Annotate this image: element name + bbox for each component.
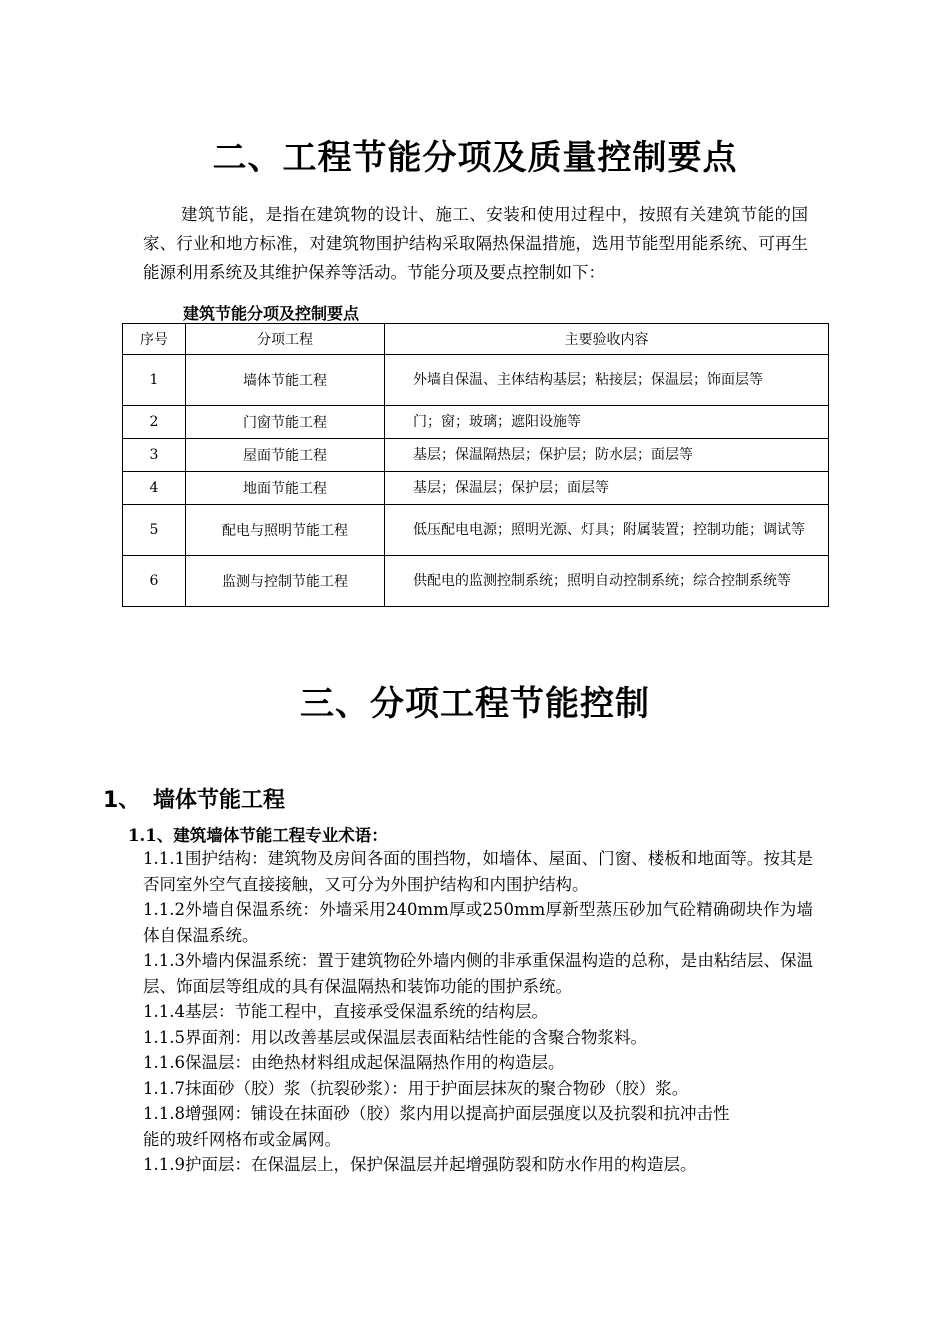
table-caption: 建筑节能分项及控制要点 — [183, 304, 360, 323]
terms-heading: 1.1、建筑墙体节能工程专业术语： — [128, 826, 388, 845]
term-item: 1.1.4基层：节能工程中，直接承受保温系统的结构层。 — [143, 1002, 548, 1021]
table-header-row — [123, 324, 829, 355]
cell-index: 4 — [123, 472, 186, 505]
cell-index: 2 — [123, 406, 186, 439]
table-row — [123, 355, 829, 406]
cell-item: 配电与照明节能工程 — [186, 505, 385, 556]
section-2-title: 二、工程节能分项及质量控制要点 — [212, 138, 738, 178]
term-item: 能的玻纤网格布或金属网。 — [143, 1129, 341, 1149]
term-item: 1.1.2外墙自保温系统：外墙采用240mm厚或250mm厚新型蒸压砂加气砼精确砌块作为墙体自保温系统。 — [143, 900, 813, 945]
term-item: 1.1.1围护结构：建筑物及房间各面的围挡物，如墙体、屋面、门窗、楼板和地面等。按其是否同室外空气直接接触，又可分为外围护结构和内围护结构。 — [143, 849, 813, 894]
cell-item: 监测与控制节能工程 — [186, 556, 385, 607]
table-row — [123, 505, 829, 556]
cell-content: 基层；保温隔热层；保护层；防水层；面层等 — [385, 439, 829, 472]
cell-item: 屋面节能工程 — [186, 439, 385, 472]
table-row — [123, 556, 829, 607]
cell-content: 门；窗；玻璃；遮阳设施等 — [385, 406, 829, 439]
header-content: 主要验收内容 — [385, 324, 829, 355]
cell-item: 墙体节能工程 — [186, 355, 385, 406]
term-item: 1.1.8增强网：铺设在抹面砂（胶）浆内用以提高护面层强度以及抗裂和抗冲击性 — [143, 1104, 730, 1123]
table-row — [123, 439, 829, 472]
header-index: 序号 — [123, 324, 186, 355]
cell-index: 6 — [123, 556, 186, 607]
term-item: 1.1.5界面剂：用以改善基层或保温层表面粘结性能的含聚合物浆料。 — [143, 1027, 647, 1047]
header-item: 分项工程 — [186, 324, 385, 355]
cell-index: 5 — [123, 505, 186, 556]
cell-content: 低压配电电源；照明光源、灯具；附属装置；控制功能；调试等 — [385, 505, 829, 556]
subsection-title: 墙体节能工程 — [153, 788, 286, 813]
subsection-number: 1、 — [103, 788, 141, 813]
cell-content: 供配电的监测控制系统；照明自动控制系统；综合控制系统等 — [385, 556, 829, 607]
cell-item: 地面节能工程 — [186, 472, 385, 505]
intro-paragraph: 建筑节能，是指在建筑物的设计、施工、安装和使用过程中，按照有关建筑节能的国家、行业和地方标准，对建筑物围护结构采取隔热保温措施，选用节能型用能系统、可再生能源利用系统及其维护保养等活动。节能分项及要点控制如下： — [143, 205, 808, 282]
terms-list — [143, 846, 813, 1178]
term-item: 1.1.7抹面砂（胶）浆（抗裂砂浆）：用于护面层抹灰的聚合物砂（胶）浆。 — [143, 1078, 689, 1098]
term-item: 1.1.6保温层：由绝热材料组成起保温隔热作用的构造层。 — [143, 1053, 565, 1072]
cell-index: 1 — [123, 355, 186, 406]
table-row — [123, 472, 829, 505]
section-3-title: 三、分项工程节能控制 — [300, 684, 650, 724]
cell-content: 基层；保温层；保护层；面层等 — [385, 472, 829, 505]
energy-items-table — [122, 323, 829, 607]
cell-content: 外墙自保温、主体结构基层；粘接层；保温层；饰面层等 — [385, 355, 829, 406]
term-item: 1.1.9护面层：在保温层上，保护保温层并起增强防裂和防水作用的构造层。 — [143, 1155, 697, 1174]
cell-item: 门窗节能工程 — [186, 406, 385, 439]
term-item: 1.1.3外墙内保温系统：置于建筑物砼外墙内侧的非承重保温构造的总称，是由粘结层、保温层、饰面层等组成的具有保温隔热和装饰功能的围护系统。 — [143, 951, 813, 996]
subsection-heading — [103, 783, 285, 814]
cell-index: 3 — [123, 439, 186, 472]
table-row — [123, 406, 829, 439]
